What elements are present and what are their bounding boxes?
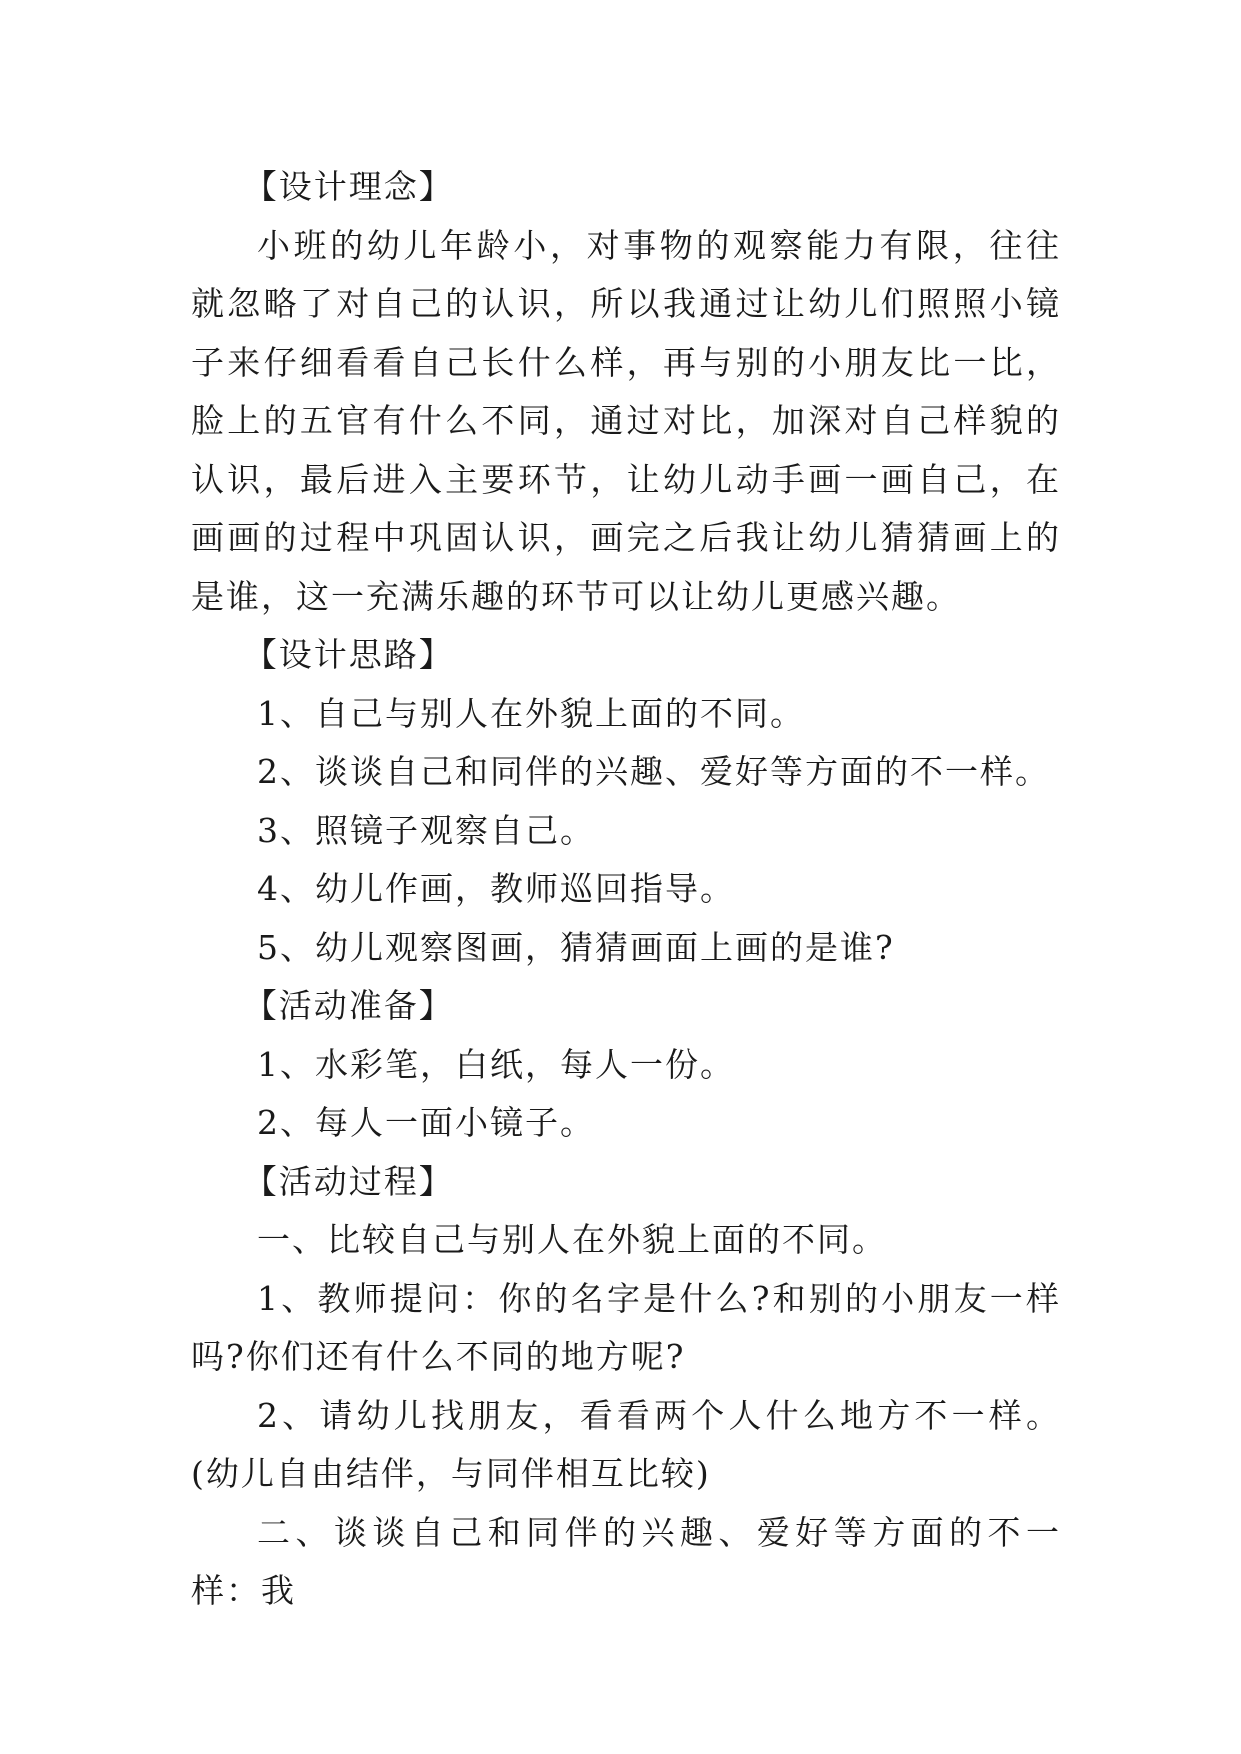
process-step-2: 二、谈谈自己和同伴的兴趣、爱好等方面的不一样：我 [191, 1512, 1061, 1610]
section-heading-design-ideas: 【设计思路】 [243, 635, 454, 674]
section-heading-preparation: 【活动准备】 [243, 986, 454, 1025]
list-item-idea-5: 5、幼儿观察图画，猜猜画面上画的是谁? [257, 927, 895, 967]
process-step-1-2: 2、请幼儿找朋友，看看两个人什么地方不一样。(幼儿自由结伴，与同伴相互比较) [191, 1395, 1061, 1493]
paragraph-design-concept: 小班的幼儿年龄小，对事物的观察能力有限，往往就忽略了对自己的认识，所以我通过让幼儿们照照小镜子来仔细看看自己长什么样，再与别的小朋友比一比，脸上的五官有什么不同，通过对比，加深对自己样貌的认识，最后进入主要环节，让幼儿动手画一画自己，在画画的过程中巩固认识，画完之后我让幼儿猜猜画上的是谁，这一充满乐趣的环节可以让幼儿更感兴趣。 [191, 225, 1061, 616]
section-heading-process: 【活动过程】 [243, 1161, 454, 1201]
list-item-idea-2: 2、谈谈自己和同伴的兴趣、爱好等方面的不一样。 [257, 752, 1050, 791]
list-item-idea-3: 3、照镜子观察自己。 [257, 810, 595, 850]
list-item-idea-1: 1、自己与别人在外貌上面的不同。 [257, 693, 805, 733]
list-item-preparation-2: 2、每人一面小镜子。 [257, 1103, 595, 1142]
document-body [191, 158, 1061, 1621]
process-step-1-1: 1、教师提问：你的名字是什么?和别的小朋友一样吗?你们还有什么不同的地方呢? [191, 1278, 1061, 1376]
list-item-idea-4: 4、幼儿作画，教师巡回指导。 [257, 869, 735, 908]
list-item-preparation-1: 1、水彩笔，白纸，每人一份。 [257, 1044, 735, 1084]
section-heading-design-concept: 【设计理念】 [243, 167, 454, 206]
process-step-1: 一、比较自己与别人在外貌上面的不同。 [257, 1220, 887, 1259]
